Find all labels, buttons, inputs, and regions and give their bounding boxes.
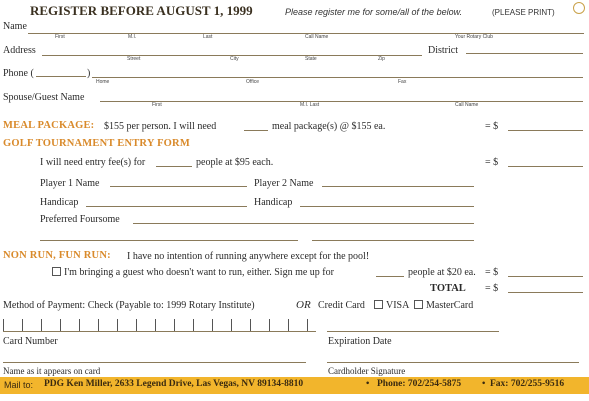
expiration-field[interactable] — [327, 331, 499, 332]
header-note: Please register me for some/all of the below. — [285, 7, 463, 17]
fun-run-guest-checkbox[interactable] — [52, 267, 61, 276]
fun-run-people-text: people at $20 ea. — [408, 267, 476, 278]
payment-or: OR — [296, 299, 311, 311]
signature-field[interactable] — [327, 362, 579, 363]
name-on-card-label: Name as it appears on card — [3, 366, 101, 376]
spouse-field[interactable] — [100, 101, 583, 102]
phone-sub-fax: Fax — [398, 79, 407, 85]
expiration-label: Expiration Date — [328, 336, 392, 347]
card-digit-box[interactable] — [269, 319, 270, 331]
payment-method-label: Method of Payment: Check (Payable to: 1999 Rotary Institute) — [3, 300, 255, 311]
spouse-sub-mi-last: M.I. Last — [300, 102, 320, 108]
card-digit-box[interactable] — [41, 319, 42, 331]
mastercard-option[interactable] — [414, 300, 473, 311]
footer-phone: Phone: 702/254-5875 — [377, 379, 462, 389]
signature-label: Cardholder Signature — [328, 366, 406, 376]
golf-amount-label: = $ — [485, 157, 499, 168]
fun-run-amount-label: = $ — [485, 267, 499, 278]
foursome-field-1[interactable] — [133, 223, 474, 224]
meal-quantity-field[interactable] — [244, 130, 268, 131]
meal-amount-field[interactable] — [508, 130, 583, 131]
phone-paren-close: ) — [87, 68, 91, 79]
card-digit-box[interactable] — [136, 319, 137, 331]
card-digit-box[interactable] — [193, 319, 194, 331]
fun-run-heading: NON RUN, FUN RUN: — [3, 250, 111, 261]
footer-bullet: • — [366, 379, 370, 389]
name-sub-first: First — [55, 34, 65, 40]
card-digit-box[interactable] — [307, 319, 308, 331]
fun-run-text: I have no intention of running anywhere except for the pool! — [127, 251, 370, 262]
handicap2-label: Handicap — [254, 197, 293, 208]
card-digit-box[interactable] — [98, 319, 99, 331]
phone-sub-office: Office — [246, 79, 259, 85]
handicap1-label: Handicap — [40, 197, 79, 208]
card-number-label: Card Number — [3, 336, 58, 347]
card-digit-box[interactable] — [155, 319, 156, 331]
corner-mark — [573, 2, 585, 14]
golf-quantity-field[interactable] — [156, 166, 192, 167]
golf-fee-text-2: people at $95 each. — [196, 157, 274, 168]
name-on-card-field[interactable] — [3, 362, 306, 363]
player1-label: Player 1 Name — [40, 178, 100, 189]
mail-to-label: Mail to: — [4, 380, 34, 390]
golf-amount-field[interactable] — [508, 166, 583, 167]
mastercard-checkbox[interactable] — [414, 300, 423, 309]
foursome-field-2[interactable] — [40, 240, 298, 241]
footer-bullet-2: • — [482, 379, 486, 389]
meal-amount-label: = $ — [485, 121, 499, 132]
district-label: District — [428, 45, 458, 56]
area-code-field[interactable] — [36, 76, 86, 77]
header-print-note: (PLEASE PRINT) — [492, 8, 555, 17]
visa-option[interactable] — [374, 300, 409, 311]
fun-run-guest-text: I'm bringing a guest who doesn't want to run, either. Sign me up for — [64, 267, 334, 278]
card-number-baseline — [3, 331, 316, 332]
address-sub-zip: Zip — [378, 56, 385, 62]
card-digit-box[interactable] — [79, 319, 80, 331]
handicap2-field[interactable] — [300, 206, 474, 207]
name-sub-mi: M.I. — [128, 34, 137, 40]
name-sub-club: Your Rotary Club — [455, 34, 493, 40]
meal-package-heading: MEAL PACKAGE: — [3, 120, 95, 131]
district-field[interactable] — [466, 53, 583, 54]
address-sub-street: Street — [127, 56, 141, 62]
footer-fax: Fax: 702/255-9516 — [490, 379, 565, 389]
total-amount-field[interactable] — [508, 292, 583, 293]
player1-field[interactable] — [110, 186, 247, 187]
foursome-field-3[interactable] — [312, 240, 474, 241]
form-title: REGISTER BEFORE AUGUST 1, 1999 — [30, 3, 253, 18]
spouse-sub-first: First — [152, 102, 162, 108]
player2-label: Player 2 Name — [254, 178, 314, 189]
card-digit-box[interactable] — [117, 319, 118, 331]
visa-label: VISA — [386, 300, 410, 311]
card-digit-box[interactable] — [3, 319, 4, 331]
phone-field[interactable] — [92, 77, 583, 78]
address-sub-state: State — [305, 56, 317, 62]
credit-card-label: Credit Card — [318, 300, 365, 311]
card-digit-box[interactable] — [288, 319, 289, 331]
visa-checkbox[interactable] — [374, 300, 383, 309]
fun-run-quantity-field[interactable] — [376, 276, 404, 277]
meal-text-2: meal package(s) @ $155 ea. — [272, 121, 386, 132]
address-sub-city: City — [230, 56, 239, 62]
address-label: Address — [3, 45, 36, 56]
card-digit-box[interactable] — [231, 319, 232, 331]
name-sub-last: Last — [203, 34, 213, 40]
phone-label: Phone ( — [3, 68, 34, 79]
phone-sub-home: Home — [96, 79, 110, 85]
golf-fee-text-1: I will need entry fee(s) for — [40, 157, 146, 168]
spouse-sub-callname: Call Name — [455, 102, 479, 108]
mail-to-address: PDG Ken Miller, 2633 Legend Drive, Las Vegas, NV 89134-8810 — [44, 379, 304, 389]
card-digit-box[interactable] — [250, 319, 251, 331]
golf-heading: GOLF TOURNAMENT ENTRY FORM — [3, 138, 190, 149]
name-label: Name — [3, 21, 27, 32]
card-digit-box[interactable] — [174, 319, 175, 331]
handicap1-field[interactable] — [86, 206, 247, 207]
name-sub-callname: Call Name — [305, 34, 329, 40]
card-digit-box[interactable] — [60, 319, 61, 331]
fun-run-guest-row[interactable] — [52, 267, 334, 278]
spouse-label: Spouse/Guest Name — [3, 92, 85, 103]
fun-run-amount-field[interactable] — [508, 276, 583, 277]
meal-text-1: $155 per person. I will need — [104, 121, 217, 132]
foursome-label: Preferred Foursome — [40, 214, 120, 225]
card-digit-box[interactable] — [212, 319, 213, 331]
total-label: TOTAL — [430, 283, 466, 294]
player2-field[interactable] — [322, 186, 474, 187]
mail-to-footer — [0, 377, 589, 394]
card-digit-box[interactable] — [22, 319, 23, 331]
mastercard-label: MasterCard — [426, 300, 474, 311]
total-amount-label: = $ — [485, 283, 499, 294]
